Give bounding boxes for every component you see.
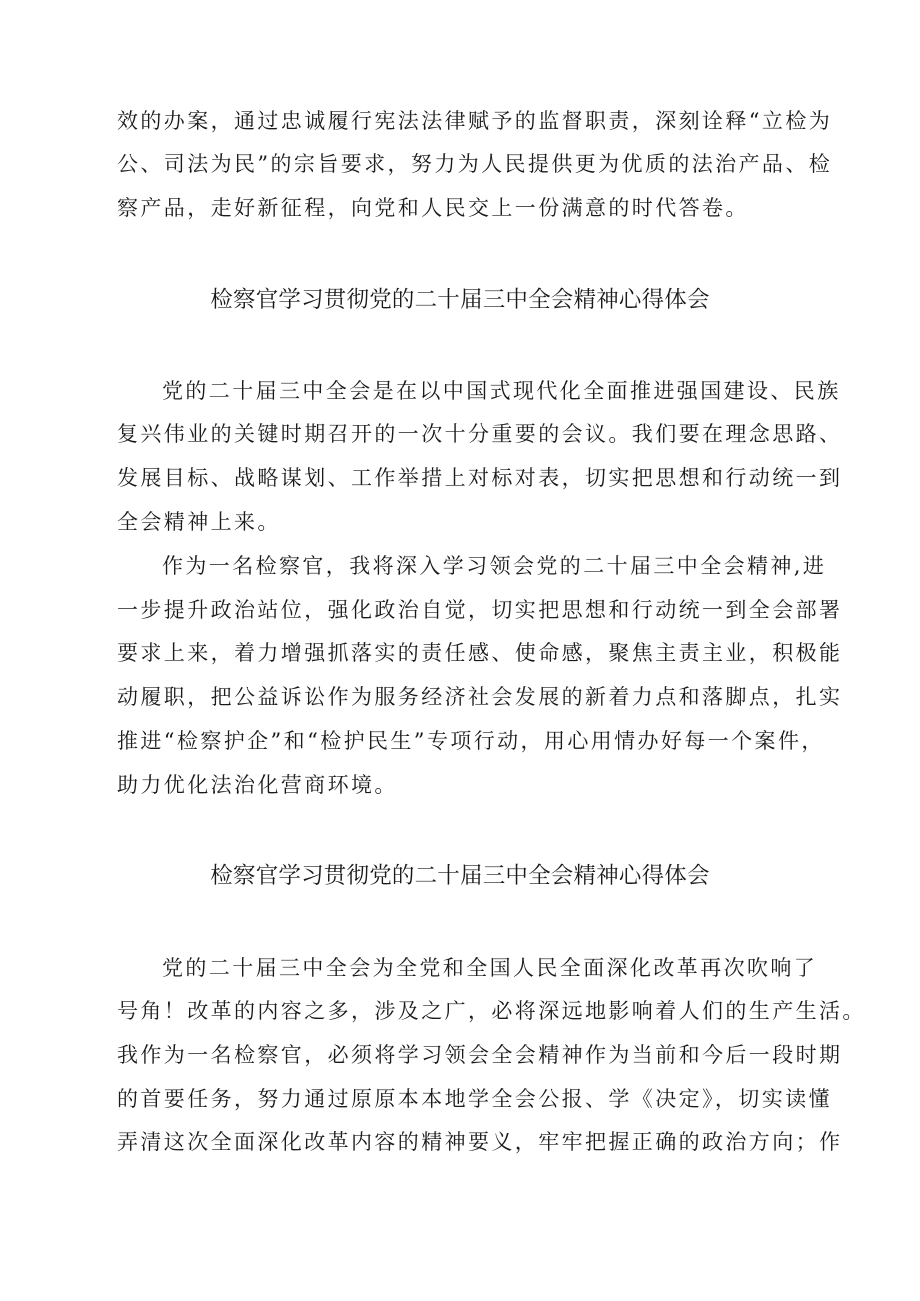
section1-line-3: 发展目标、战略谋划、工作举措上对标对表，切实把思想和行动统一到 xyxy=(117,466,843,490)
section1-line-10: 助力优化法治化营商环境。 xyxy=(117,773,398,797)
section1-line-8: 动履职，把公益诉讼作为服务经济社会发展的新着力点和落脚点，扎实 xyxy=(117,685,843,709)
intro-line-2: 公、司法为民”的宗旨要求，努力为人民提供更为优质的法治产品、检 xyxy=(117,152,833,176)
section1-line-6: 一步提升政治站位，强化政治自觉，切实把思想和行动统一到全会部署 xyxy=(117,598,843,622)
section1-line-2: 复兴伟业的关键时期召开的一次十分重要的会议。我们要在理念思路、 xyxy=(117,422,843,446)
section2-line-1: 党的二十届三中全会为全党和全国人民全面深化改革再次吹响了 xyxy=(162,956,818,980)
section1-line-5: 作为一名检察官，我将深入学习领会党的二十届三中全会精神,进 xyxy=(162,554,827,578)
section2-line-3: 我作为一名检察官，必须将学习领会全会精神作为当前和今后一段时期 xyxy=(117,1043,843,1067)
section2-line-5: 弄清这次全面深化改革内容的精神要义，牢牢把握正确的政治方向；作 xyxy=(117,1130,843,1154)
section1-title: 检察官学习贯彻党的二十届三中全会精神心得体会 xyxy=(210,287,710,313)
section1-line-9: 推进“检察护企”和“检护民生”专项行动，用心用情办好每一个案件， xyxy=(117,729,825,753)
section1-line-7: 要求上来，着力增强抓落实的责任感、使命感，聚焦主责主业，积极能 xyxy=(117,641,843,665)
intro-line-3: 察产品，走好新征程，向党和人民交上一份满意的时代答卷。 xyxy=(117,196,749,220)
section2-line-4: 的首要任务，努力通过原原本本地学全会公报、学《决定》，切实读懂 xyxy=(117,1087,832,1111)
intro-line-1: 效的办案，通过忠诚履行宪法法律赋予的监督职责，深刻诠释“立检为 xyxy=(117,109,833,133)
section1-line-1: 党的二十届三中全会是在以中国式现代化全面推进强国建设、民族 xyxy=(162,379,841,403)
section2-title: 检察官学习贯彻党的二十届三中全会精神心得体会 xyxy=(210,863,710,889)
section1-line-4: 全会精神上来。 xyxy=(117,510,281,534)
section2-line-2: 号角！改革的内容之多，涉及之广，必将深远地影响着人们的生产生活。 xyxy=(117,999,866,1023)
